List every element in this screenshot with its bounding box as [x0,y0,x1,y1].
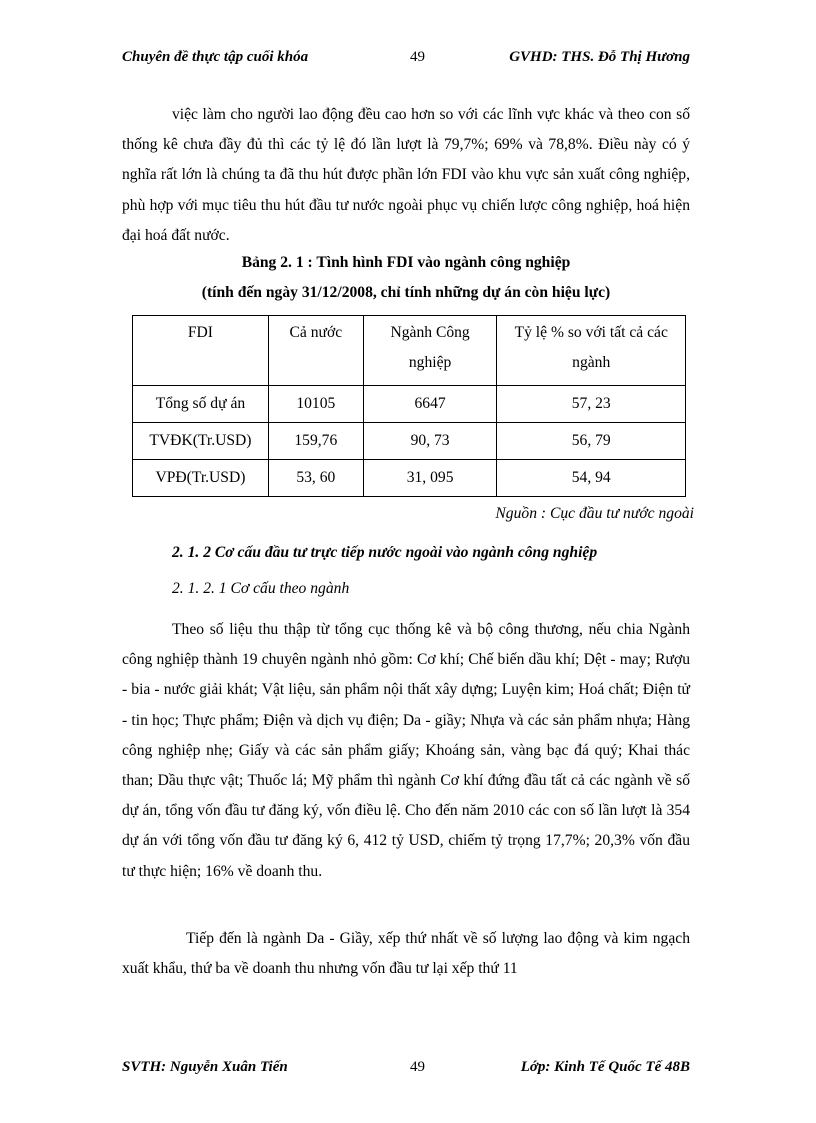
table-header-row [133,316,686,386]
table-cell: 6647 [363,386,497,423]
page-footer [122,1059,690,1079]
subsection-heading: 2. 1. 2. 1 Cơ cấu theo ngành [172,580,350,597]
table-cell: 53, 60 [268,460,363,497]
fdi-table [132,315,686,497]
table-cell: 56, 79 [497,423,686,460]
table-cell: Tổng số dự án [133,386,269,423]
table-cell: 54, 94 [497,460,686,497]
header-page-number: 49 [410,49,425,65]
paragraph-intro: việc làm cho người lao động đều cao hơn so với các lĩnh vực khác và theo con số thống kê chưa đầy đủ thì các tỷ lệ đó lần lượt là 79,7%; 69% và 78,8%. Điều này có ý nghĩa rất lớn là chúng ta đã thu hút được phần lớn FDI vào khu vực sản xuất công nghiệp, phù hợp với mục tiêu thu hút đầu tư nước ngoài phục vụ chiến lược công nghiệp, hoá hiện đại hoá đất nước. [122,106,690,244]
table-row [133,386,686,423]
table-cell: 10105 [268,386,363,423]
header-topic: Chuyên đề thực tập cuối khóa [122,49,309,65]
table-header-cell: Cả nước [268,316,363,386]
table-source: Nguồn : Cục đầu tư nước ngoài [495,505,694,522]
table-cell: 31, 095 [363,460,497,497]
table-cell: 90, 73 [363,423,497,460]
table-cell: 57, 23 [497,386,686,423]
table-cell: TVĐK(Tr.USD) [133,423,269,460]
table-cell: VPĐ(Tr.USD) [133,460,269,497]
section-heading: 2. 1. 2 Cơ cấu đầu tư trực tiếp nước ngoài vào ngành công nghiệp [172,544,598,561]
table-row [133,423,686,460]
table-header-cell: Tỷ lệ % so với tất cả các ngành [497,316,686,386]
footer-student: SVTH: Nguyễn Xuân Tiến [122,1059,288,1075]
table-subtitle: (tính đến ngày 31/12/2008, chỉ tính những dự án còn hiệu lực) [201,284,611,301]
header-advisor: GVHD: THS. Đỗ Thị Hương [509,49,690,65]
table-cell: 159,76 [268,423,363,460]
table-header-cell: FDI [133,316,269,386]
table-title: Bảng 2. 1 : Tình hình FDI vào ngành công nghiệp [241,254,571,271]
footer-class: Lớp: Kinh Tế Quốc Tế 48B [520,1059,690,1075]
footer-page-number: 49 [410,1059,425,1075]
paragraph-industry-structure: Theo số liệu thu thập từ tổng cục thống kê và bộ công thương, nếu chia Ngành công nghiệp thành 19 chuyên ngành nhỏ gồm: Cơ khí; Chế biến dầu khí; Dệt - may; Rượu - bia - nước giải khát; Vật liệu, sản phẩm nội thất xây dựng; Luyện kim; Hoá chất; Điện tử - tin học; Thực phẩm; Điện và dịch vụ điện; Da - giầy; Nhựa và các sản phẩm nhựa; Hàng công nghiệp nhẹ; Giấy và các sản phẩm giấy; Khoáng sản, vàng bạc đá quý; Khai thác than; Dầu thực vật; Thuốc lá; Mỹ phẩm thì ngành Cơ khí đứng đầu tất cả các ngành về số dự án, tổng vốn đầu tư đăng ký, vốn điều lệ. Cho đến năm 2010 các con số lần lượt là 354 dự án với tổng vốn đầu tư đăng ký 6, 412 tỷ USD, chiếm tỷ trọng 17,7%; 20,3% vốn đầu tư thực hiện; 16% về doanh thu. [122,621,690,880]
table-header-cell: Ngành Công nghiệp [363,316,497,386]
page-header [122,49,690,69]
paragraph-leather-footwear: Tiếp đến là ngành Da - Giầy, xếp thứ nhất về số lượng lao động và kim ngạch xuất khẩu, thứ ba về doanh thu nhưng vốn đầu tư lại xếp thứ 11 [122,930,690,978]
table-row [133,460,686,497]
